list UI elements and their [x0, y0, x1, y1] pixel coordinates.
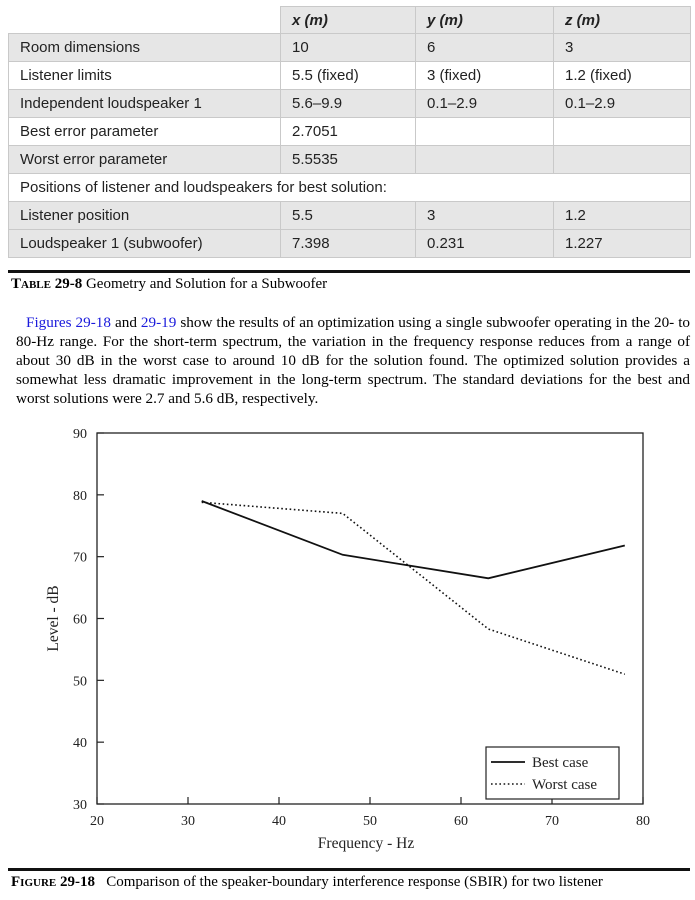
y-tick-label: 40: [73, 736, 87, 752]
row-label: Best error parameter: [9, 118, 281, 146]
figure-link-29-18[interactable]: Figures 29-18: [26, 314, 111, 331]
cell-y: 6: [416, 34, 554, 62]
table-caption: [11, 276, 327, 293]
cell-x: 5.5535: [281, 146, 416, 174]
y-tick-label: 50: [73, 674, 87, 690]
cell-z: [554, 118, 691, 146]
paragraph-and: and: [114, 314, 137, 331]
y-tick-label: 80: [73, 488, 87, 504]
table-caption-label: Table 29-8: [11, 276, 83, 292]
row-label: Worst error parameter: [9, 146, 281, 174]
cell-y: 3 (fixed): [416, 62, 554, 90]
y-tick-label: 60: [73, 612, 87, 628]
cell-z: 3: [554, 34, 691, 62]
row-label: Loudspeaker 1 (subwoofer): [9, 230, 281, 258]
cell-z: 1.2 (fixed): [554, 62, 691, 90]
figure-rule: [8, 868, 690, 871]
cell-z: 1.2: [554, 202, 691, 230]
legend-label: Worst case: [532, 777, 598, 793]
cell-z: 0.1–2.9: [554, 90, 691, 118]
cell-z: 1.227: [554, 230, 691, 258]
figure-caption-text: Comparison of the speaker-boundary interference response (SBIR) for two listener: [106, 874, 603, 890]
cell-x: 5.6–9.9: [281, 90, 416, 118]
series-line-worst-case: [202, 502, 625, 674]
x-tick-label: 70: [545, 814, 559, 829]
figure-caption: [11, 874, 603, 891]
section-label: Positions of listener and loudspeakers for best solution:: [9, 174, 691, 202]
series-line-best-case: [202, 501, 625, 578]
row-label: Independent loudspeaker 1: [9, 90, 281, 118]
table-row: [9, 62, 691, 90]
cell-x: 5.5: [281, 202, 416, 230]
legend-label: Best case: [532, 755, 589, 771]
y-axis-label: Level - dB: [45, 585, 62, 652]
sbir-line-chart: [0, 420, 695, 865]
row-label: Listener position: [9, 202, 281, 230]
table-header-y: y (m): [416, 7, 554, 34]
table-rule: [8, 270, 690, 273]
x-tick-label: 40: [272, 814, 286, 829]
y-tick-label: 70: [73, 550, 87, 566]
table-header-row: [9, 7, 691, 34]
cell-x: 2.7051: [281, 118, 416, 146]
figure-caption-label: Figure 29-18: [11, 874, 95, 890]
x-tick-label: 80: [636, 814, 650, 829]
table-header-z: z (m): [554, 7, 691, 34]
x-tick-label: 50: [363, 814, 377, 829]
table-section-row: [9, 174, 691, 202]
row-label: Room dimensions: [9, 34, 281, 62]
table-row: [9, 146, 691, 174]
cell-y: 0.231: [416, 230, 554, 258]
table-row: [9, 118, 691, 146]
table-row: [9, 202, 691, 230]
cell-x: 10: [281, 34, 416, 62]
x-axis-label: Frequency - Hz: [317, 835, 415, 852]
x-tick-label: 60: [454, 814, 468, 829]
table-header-x: x (m): [281, 7, 416, 34]
cell-x: 5.5 (fixed): [281, 62, 416, 90]
x-tick-label: 20: [90, 814, 104, 829]
figure-link-29-19[interactable]: 29-19: [140, 314, 177, 331]
cell-x: 7.398: [281, 230, 416, 258]
cell-y: [416, 146, 554, 174]
table-header-corner: [9, 7, 281, 34]
table-row: [9, 34, 691, 62]
cell-y: 0.1–2.9: [416, 90, 554, 118]
x-tick-label: 30: [181, 814, 195, 829]
geometry-table: [8, 6, 691, 258]
paragraph-text: show the results of an optimization using a single subwoofer operating in the 20- to 80-Hz range. For the short-term spectrum, the variation in the frequency response reduces from a range of about 30 dB in the worst case to around 10 dB for the solution found. The optimized solution provides a somewhat less dramatic improvement in the long-term spectrum. The standard deviations for the best and worst solutions were 2.7 and 5.6 dB, respectively.: [16, 314, 691, 407]
table-caption-text: Geometry and Solution for a Subwoofer: [85, 276, 328, 292]
y-tick-label: 90: [73, 427, 87, 442]
geometry-table-container: [8, 6, 690, 258]
row-label: Listener limits: [9, 62, 281, 90]
cell-z: [554, 146, 691, 174]
y-tick-label: 30: [73, 798, 87, 813]
table-row: [9, 90, 691, 118]
table-row: [9, 230, 691, 258]
cell-y: [416, 118, 554, 146]
cell-y: 3: [416, 202, 554, 230]
body-paragraph: [16, 313, 690, 408]
